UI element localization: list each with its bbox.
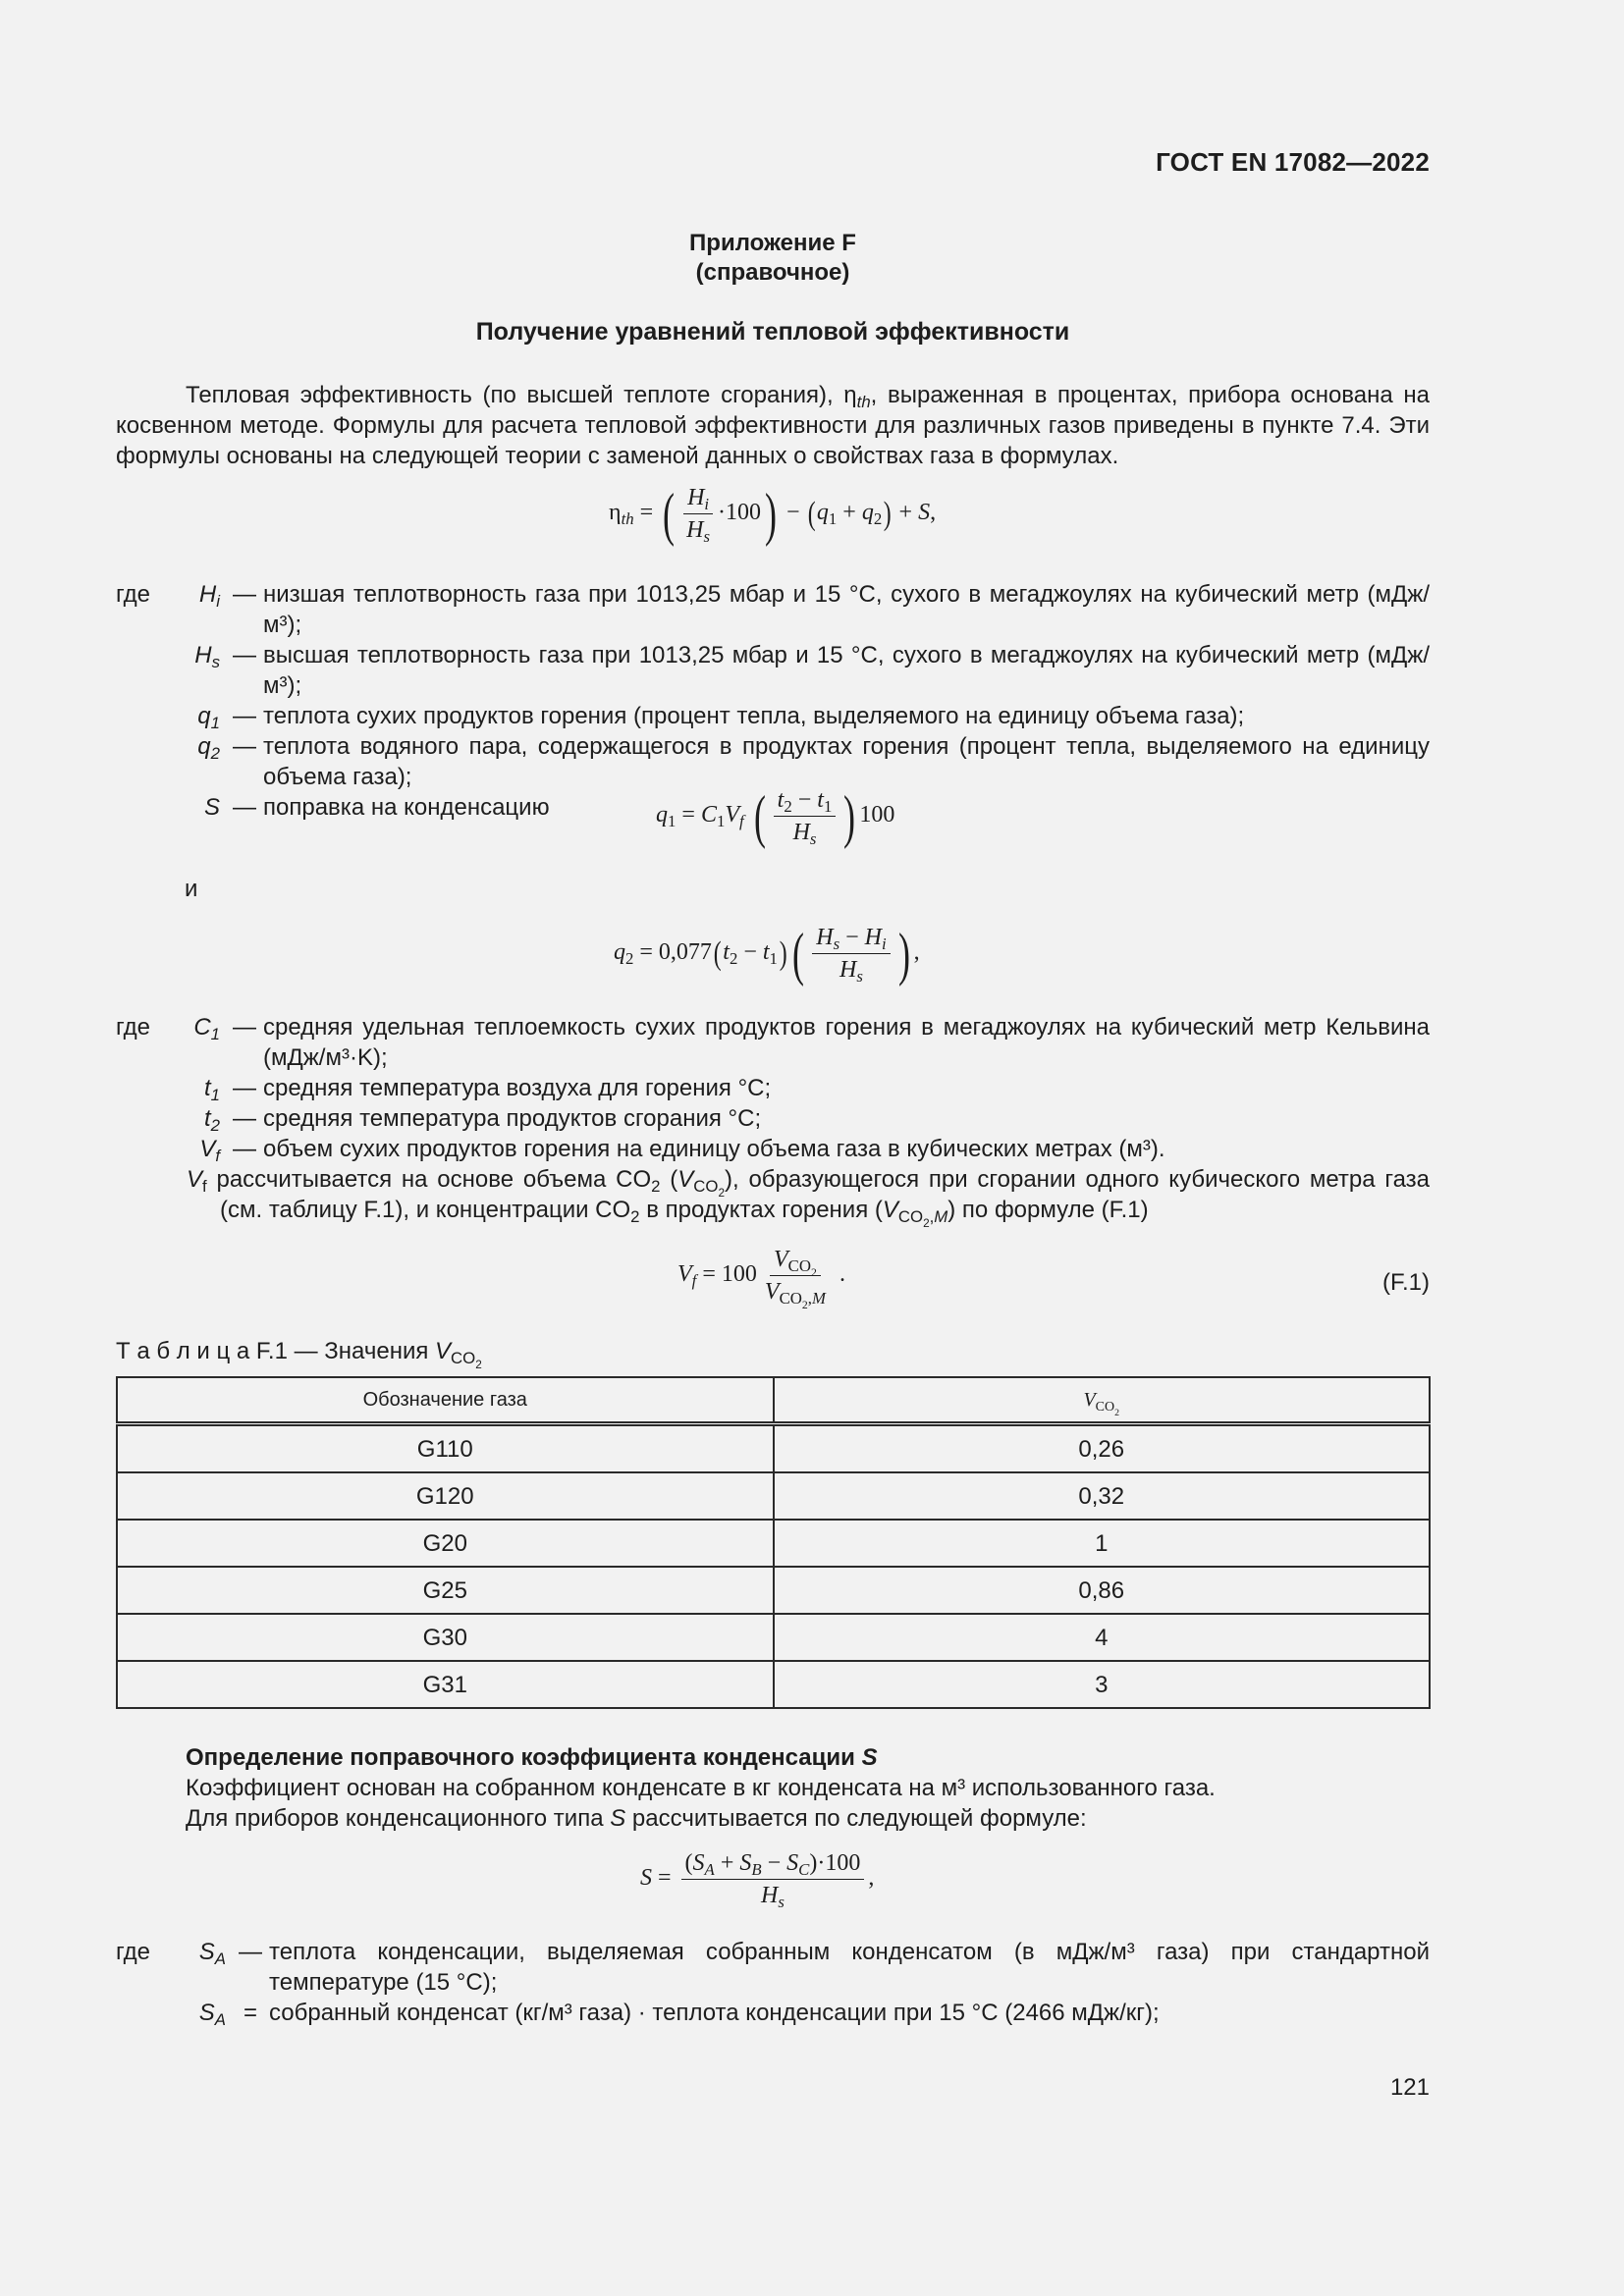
appendix-title: Получение уравнений тепловой эффективности — [475, 318, 1070, 346]
cell-value: 0,86 — [774, 1567, 1431, 1614]
formula-s: S = $\frac{(S_A + S_B - S_C)\cdot 100}{H_s}$ , — [640, 1850, 875, 1911]
section-title-condensation: Определение поправочного коэффициента конденсации S — [186, 1744, 878, 1771]
cell-value: 0,26 — [774, 1424, 1431, 1473]
table-row — [117, 1424, 1430, 1473]
definition-row: $t_2$ — средняя температура продуктов сгорания °С; — [203, 1105, 762, 1135]
definition-row: $V_f$ — объем сухих продуктов горения на единицу объема газа в кубических метрах (м³). — [199, 1136, 1165, 1165]
definition-row: где $S_A$ — теплота конденсации, выделяемая собранным конденсатом (в мДж/м³ газа) при стандартной температуре (15 °С); — [116, 1939, 1430, 1996]
definition-row: $q_2$ — теплота водяного пара, содержащегося в продуктах горения (процент тепла, выделяемого на единицу объема газа); — [197, 733, 1430, 790]
definitions-list-3 — [116, 1937, 1430, 2028]
table-row — [117, 1614, 1430, 1661]
definition-row: где $H_i$ — низшая теплотворность газа при 1013,25 мбар и 15 °С, сухого в мегаджоулях на кубический метр (мДж/м³); — [116, 581, 1430, 638]
column-header-vco2: $V_{CO_2}$ — [774, 1377, 1431, 1424]
column-header-gas: Обозначение газа — [117, 1377, 774, 1424]
section-paragraph-1: Коэффициент основан на собранном конденсате в кг конденсата на м³ использованного газа. — [186, 1775, 1216, 1801]
conjunction-and: и — [185, 876, 198, 902]
co2-values-table — [116, 1376, 1431, 1709]
table-row — [117, 1472, 1430, 1520]
cell-value: 4 — [774, 1614, 1431, 1661]
cell-gas: G20 — [117, 1520, 774, 1567]
table-caption: Т а б л и ц а F.1 — Значения $V_{CO_2}$ — [116, 1338, 482, 1371]
table-row — [117, 1520, 1430, 1567]
document-id: ГОСТ EN 17082—2022 — [1156, 147, 1430, 177]
definition-row: $S_A$ = собранный конденсат (кг/м³ газа) · теплота конденсации при 15 °С (2466 мДж/кг); — [198, 2000, 1160, 2029]
section-paragraph-2: Для приборов конденсационного типа S рассчитывается по следующей формуле: — [186, 1805, 1087, 1832]
intro-paragraph: Тепловая эффективность (по высшей теплоте сгорания), $\eta_{th}$, выраженная в процентах, прибора основана на косвенном методе. Формулы для расчета тепловой эффективности для различных газов приведены в пункте 7.4. Эти формулы основаны на следующей теории с заменой данных о свойствах газа в формулах. — [116, 382, 1430, 469]
appendix-label: Приложение F — [689, 230, 856, 256]
cell-gas: G110 — [117, 1424, 774, 1473]
table-header-row — [117, 1377, 1430, 1424]
cell-gas: G31 — [117, 1661, 774, 1708]
page-number: 121 — [1389, 2074, 1430, 2101]
formula-f1: $V_f = 100$ $\frac{V_{CO_2}}{V_{CO_2,M}}$ . — [677, 1247, 845, 1311]
table-row — [117, 1567, 1430, 1614]
definitions-list-2 — [116, 1012, 1431, 1230]
formula-q1: $q_1 = C_1V_f$ ( $\frac{t_2 - t_1}{H_s}$ ) 100 — [656, 783, 895, 849]
cell-gas: G120 — [117, 1472, 774, 1520]
cell-value: 3 — [774, 1661, 1431, 1708]
formula-f1-number: (F.1) — [1382, 1269, 1430, 1296]
definition-row: $t_1$ — средняя температура воздуха для горения °С; — [203, 1075, 772, 1104]
definition-row: $H_s$ — высшая теплотворность газа при 1013,25 мбар и 15 °С, сухого в мегаджоулях на кубический метр (мДж/м³); — [194, 642, 1430, 699]
definition-row: где $C_1$ — средняя удельная теплоемкость сухих продуктов горения в мегаджоулях на кубический метр Кельвина (мДж/м³·K); — [116, 1014, 1430, 1071]
cell-value: 1 — [774, 1520, 1431, 1567]
definition-row: $V_f$ рассчитывается на основе объема $CO_2$ $(V_{CO_2})$, образующегося при сгорании одного кубического метра газа (см. таблицу F.1), и концентрации $CO_2$ в продуктах горения $(V_{CO_2,M})$ по формуле (F.1) — [187, 1166, 1431, 1230]
definition-row: S — поправка на конденсацию — [203, 794, 550, 821]
appendix-type: (справочное) — [695, 259, 850, 286]
cell-gas: G30 — [117, 1614, 774, 1661]
formula-thermal-efficiency: $\eta_{th}$ = ( $\frac{H_i}{H_s}$ $\cdot 100) - (q_1 + q_2) + S$, — [609, 481, 937, 547]
definition-row: $q_1$ — теплота сухих продуктов горения (процент тепла, выделяемого на единицу объема газа); — [197, 703, 1245, 732]
table-row — [117, 1661, 1430, 1708]
formula-q2: $q_2 = 0,077(t_2 - t_1)$( $\frac{H_s - H_i}{H_s}$ ) , — [614, 921, 920, 987]
cell-gas: G25 — [117, 1567, 774, 1614]
cell-value: 0,32 — [774, 1472, 1431, 1520]
